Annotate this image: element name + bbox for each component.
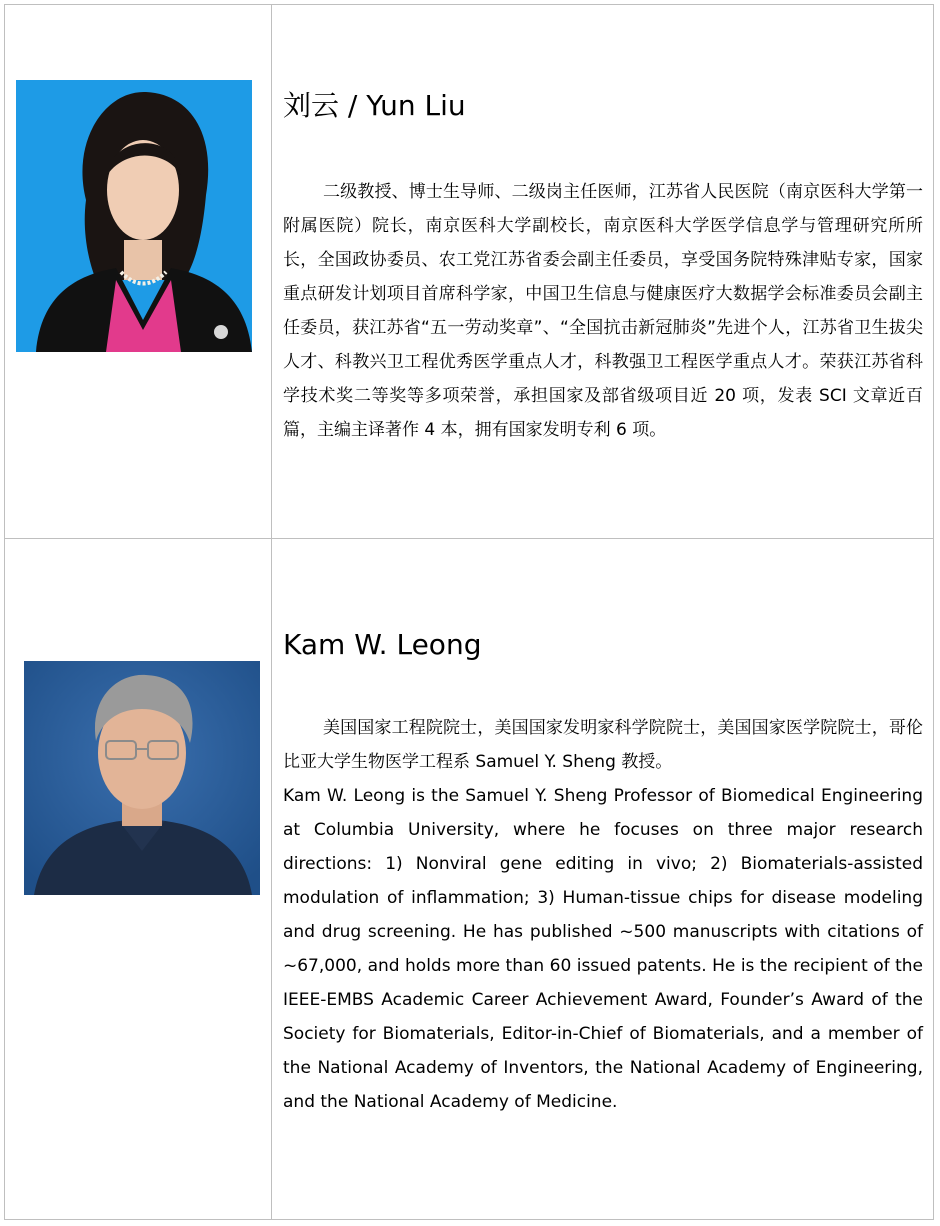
- profile-row: [5, 539, 933, 1219]
- bio-paragraph-en: Kam W. Leong is the Samuel Y. Sheng Professor of Biomedical Engineering at Columbia University, where he focuses on three major research directions: 1) Nonviral gene editing in vivo; 2) Biomaterials-assisted modulation of inflammation; 3) Human-tissue chips for disease modeling and drug screening. He has published ~500 manuscripts with citations of ~67,000, and holds more than 60 issued patents. He is the recipient of the IEEE-EMBS Academic Career Achievement Award, Founder’s Award of the Society for Biomaterials, Editor-in-Chief of Biomaterials, and a member of the National Academy of Inventors, the National Academy of Engineering, and the National Academy of Medicine.: [283, 786, 923, 1112]
- profile-name: Kam W. Leong: [283, 628, 482, 661]
- column-divider: [271, 5, 272, 538]
- column-divider: [271, 539, 272, 1219]
- profile-row: [5, 5, 933, 539]
- profile-photo: [24, 661, 260, 895]
- profile-bio: [283, 175, 923, 447]
- profile-bio: [283, 711, 923, 1119]
- bio-paragraph-zh: 美国国家工程院院士，美国国家发明家科学院院士，美国国家医学院院士，哥伦比亚大学生物医学工程系 Samuel Y. Sheng 教授。: [283, 718, 923, 772]
- bio-paragraph-zh: 二级教授、博士生导师、二级岗主任医师，江苏省人民医院（南京医科大学第一附属医院）院长，南京医科大学副校长，南京医科大学医学信息学与管理研究所所长，全国政协委员、农工党江苏省委会副主任委员，享受国务院特殊津贴专家，国家重点研发计划项目首席科学家，中国卫生信息与健康医疗大数据学会标准委员会副主任委员，获江苏省“五一劳动奖章”、“全国抗击新冠肺炎”先进个人，江苏省卫生拔尖人才、科教兴卫工程优秀医学重点人才，科教强卫工程医学重点人才。荣获江苏省科学技术奖二等奖等多项荣誉，承担国家及部省级项目近 20 项，发表 SCI 文章近百篇，主编主译著作 4 本，拥有国家发明专利 6 项。: [283, 182, 923, 440]
- profile-photo: [16, 80, 252, 352]
- profile-table: [4, 4, 934, 1220]
- profile-name: 刘云 / Yun Liu: [283, 89, 466, 122]
